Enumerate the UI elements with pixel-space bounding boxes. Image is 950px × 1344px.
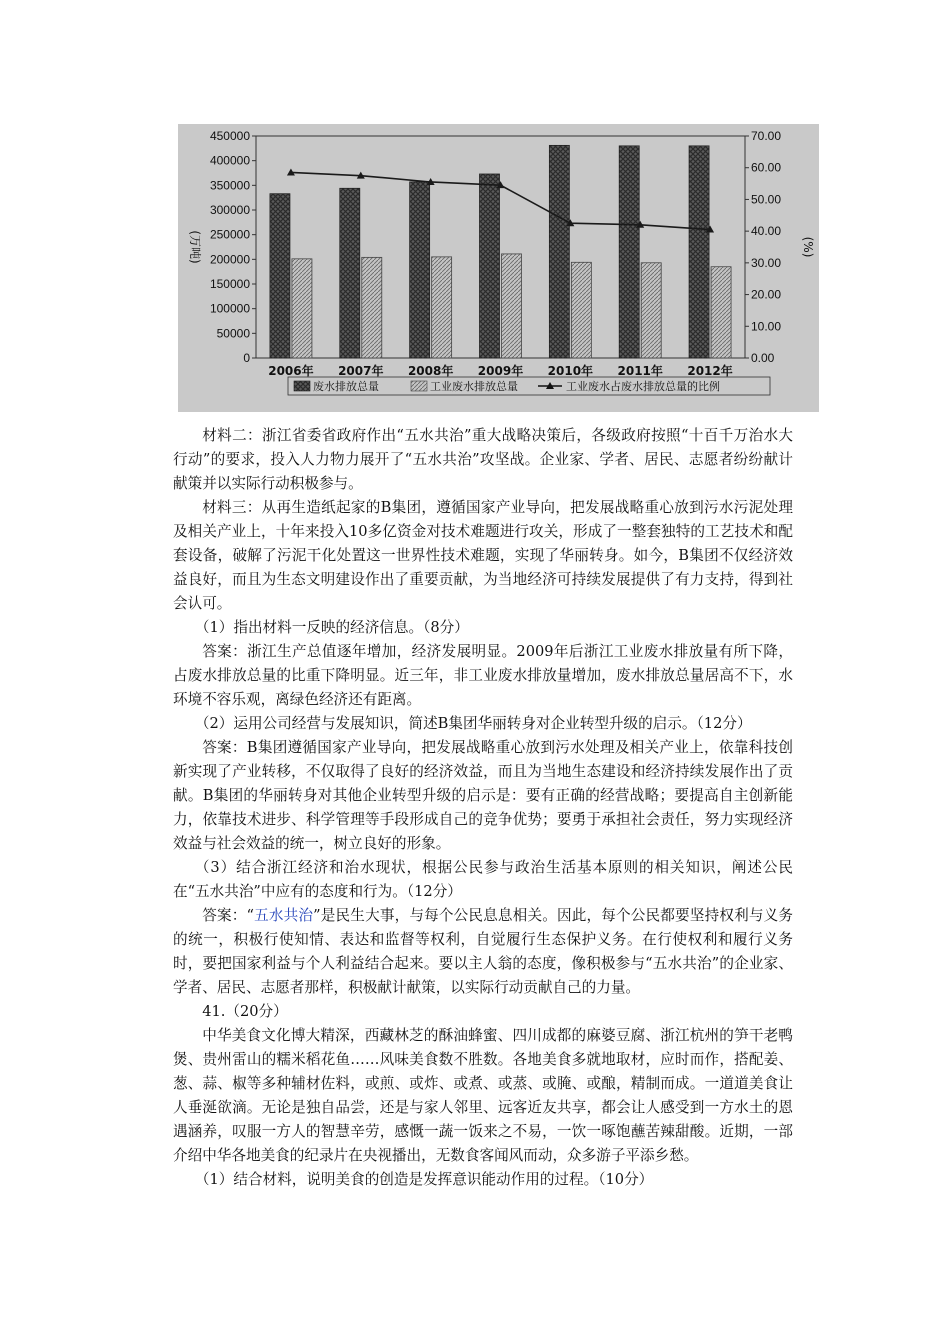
- bar-industrial-wastewater: [502, 254, 522, 358]
- y2-tick-label: 20.00: [751, 287, 782, 302]
- legend-swatch-industrial: [411, 381, 427, 391]
- question-41: 41.（20分）: [202, 1003, 288, 1020]
- answer-3-prefix: 答案：“: [202, 907, 254, 924]
- legend-label-ratio: 工业废水占废水排放总量的比例: [566, 380, 720, 393]
- y-tick-label: 300000: [209, 203, 250, 217]
- y2-tick-label: 30.00: [751, 255, 782, 270]
- legend-label-industrial: 工业废水排放总量: [430, 380, 518, 393]
- question-1: （1）指出材料一反映的经济信息。（8分）: [194, 619, 469, 636]
- five-water-link[interactable]: 五水共治: [253, 907, 314, 924]
- y-tick-label: 250000: [209, 227, 250, 242]
- x-tick-label: 2011年: [617, 364, 663, 378]
- bar-total-wastewater: [340, 188, 360, 358]
- answer-2: 答案：B集团遵循国家产业导向，把发展战略重心放到污水处理及相关产业上，依靠科技创新实现了产业转移，不仅取得了良好的经济效益，而且为当地生态建设和经济持续发展作出了贡献。B集团的华丽转身对其他企业转型升级的启示是：要有正确的经营战略；要提高自主创新能力，依靠技术进步、科学管理等手段形成自己的竞争优势；要勇于承担社会责任，努力实现经济效益与社会效益的统一，树立良好的形象。: [173, 739, 793, 852]
- chart-svg: [178, 124, 819, 412]
- y2-tick-label: 50.00: [751, 192, 782, 207]
- answer-3: [173, 904, 793, 1000]
- material-two: 材料二：浙江省委省政府作出“五水共治”重大战略决策后，各级政府按照“十百千万治水大行动”的要求，投入人力物力展开了“五水共治”攻坚战。企业家、学者、居民、志愿者纷纷献计献策并以实际行动积极参与。: [173, 427, 793, 492]
- bar-total-wastewater: [410, 182, 430, 358]
- bar-industrial-wastewater: [711, 267, 731, 358]
- bar-total-wastewater: [480, 174, 500, 358]
- bar-industrial-wastewater: [641, 263, 661, 358]
- bar-industrial-wastewater: [571, 262, 591, 358]
- question-2: （2）运用公司经营与发展知识，简述B集团华丽转身对企业转型升级的启示。（12分）: [194, 715, 752, 732]
- bar-total-wastewater: [270, 194, 290, 358]
- material-three: 材料三：从再生造纸起家的B集团，遵循国家产业导向，把发展战略重心放到污水污泥处理及相关产业上，十年来投入10多亿资金对技术难题进行攻关，形成了一整套独特的工艺技术和配套设备，破解了污泥干化处置这一世界性技术难题，实现了华丽转身。如今，B集团不仅经济效益良好，而且为生态文明建设作出了重要贡献，为当地经济可持续发展提供了有力支持，得到社会认可。: [173, 499, 793, 612]
- legend-label-total: 废水排放总量: [313, 380, 379, 393]
- x-tick-label: 2006年: [268, 364, 314, 378]
- y2-tick-label: 0.00: [751, 351, 775, 365]
- y2-tick-label: 10.00: [751, 319, 782, 334]
- y-tick-label: 200000: [209, 252, 250, 267]
- y-axis-label: (万吨): [188, 230, 202, 264]
- x-tick-label: 2008年: [407, 364, 454, 378]
- y2-axis-label: (%): [801, 236, 815, 258]
- x-tick-label: 2012年: [687, 364, 733, 378]
- bar-total-wastewater: [619, 146, 639, 358]
- bar-industrial-wastewater: [362, 257, 382, 358]
- y-tick-label: 0: [243, 351, 250, 365]
- material-41: 中华美食文化博大精深，西藏林芝的酥油蜂蜜、四川成都的麻婆豆腐、浙江杭州的笋干老鸭煲、贵州雷山的糯米稻花鱼……风味美食数不胜数。各地美食多就地取材，应时而作，搭配姜、葱、蒜、椒等多种辅材佐料，或煎、或炸、或煮、或蒸、或腌、或酿，精制而成。一道道美食让人垂涎欲滴。无论是独自品尝，还是与家人邻里、远客近友共享，都会让人感受到一方水土的恩遇涵养，叹服一方人的智慧辛劳，感慨一蔬一饭来之不易，一饮一啄饱蘸苦辣甜酸。近期，一部介绍中华各地美食的纪录片在央视播出，无数食客闻风而动，众多游子平添乡愁。: [173, 1027, 793, 1164]
- bar-total-wastewater: [549, 145, 569, 358]
- y-tick-label: 150000: [209, 277, 250, 291]
- y-tick-label: 350000: [209, 178, 250, 193]
- y-tick-label: 450000: [209, 129, 250, 143]
- answer-1: 答案：浙江生产总值逐年增加，经济发展明显。2009年后浙江工业废水排放量有所下降，占废水排放总量的比重下降明显。近三年，非工业废水排放量增加，废水排放总量居高不下，水环境不容乐观，离绿色经济还有距离。: [173, 643, 793, 708]
- y-tick-label: 50000: [216, 326, 250, 341]
- legend-swatch-total: [294, 381, 310, 391]
- question-41-1: （1）结合材料，说明美食的创造是发挥意识能动作用的过程。（10分）: [194, 1171, 654, 1188]
- x-tick-label: 2010年: [547, 364, 594, 378]
- x-tick-label: 2007年: [338, 364, 384, 378]
- question-3: （3）结合浙江经济和治水现状，根据公民参与政治生活基本原则的相关知识，阐述公民在“五水共治”中应有的态度和行为。（12分）: [173, 859, 793, 900]
- bar-total-wastewater: [689, 146, 709, 358]
- y-tick-label: 100000: [209, 301, 250, 316]
- y2-tick-label: 70.00: [751, 129, 782, 143]
- bar-industrial-wastewater: [432, 257, 452, 358]
- wastewater-chart: [178, 124, 819, 412]
- document-text: [173, 424, 793, 1192]
- y-tick-label: 400000: [209, 153, 250, 168]
- bar-industrial-wastewater: [292, 259, 312, 358]
- x-tick-label: 2009年: [477, 364, 524, 378]
- y2-tick-label: 40.00: [751, 224, 782, 239]
- answer-3-rest: ”是民生大事，与每个公民息息相关。因此，每个公民都要坚持权利与义务的统一，积极行使知情、表达和监督等权利，自觉履行生态保护义务。在行使权利和履行义务时，要把国家利益与个人利益结合起来。要以主人翁的态度，像积极参与“五水共治”的企业家、学者、居民、志愿者那样，积极献计献策，以实际行动贡献自己的力量。: [173, 907, 793, 996]
- y2-tick-label: 60.00: [751, 160, 782, 175]
- plot-frame: [256, 136, 745, 358]
